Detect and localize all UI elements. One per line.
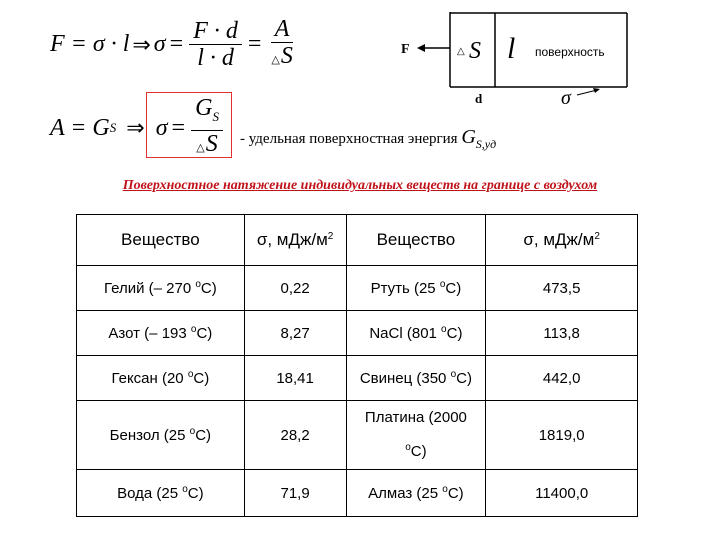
substance-cell: NaCl (801 $^о$С) (346, 311, 486, 356)
fraction-work-area (267, 16, 296, 73)
substance-cell: Ртуть (25 $^о$С) (346, 266, 486, 311)
table-row (77, 356, 638, 401)
area-label: S (469, 38, 481, 64)
fraction-denominator: △S (271, 43, 293, 69)
energy-note (240, 126, 496, 152)
fraction-numerator: $G_S$ (191, 95, 223, 131)
substance-cell: Вода (25 $^о$С) (77, 470, 245, 517)
substance-cell: Бензол (25 $^о$С) (77, 401, 245, 470)
formula-lhs: A = G (50, 114, 110, 141)
fraction-denominator: △S (196, 131, 218, 157)
value-cell: 11400,0 (486, 470, 638, 517)
value-cell: 8,27 (244, 311, 346, 356)
energy-symbol-subscript: S,уд (475, 137, 497, 151)
force-label: F (401, 42, 410, 57)
sigma-symbol: σ (155, 114, 168, 141)
highlight-box (146, 92, 232, 158)
fraction-numerator: F · d (189, 18, 242, 45)
surface-tension-table (76, 214, 638, 517)
surface-label: поверхность (535, 45, 605, 59)
header-substance: Вещество (77, 215, 245, 266)
table-row (77, 401, 638, 470)
delta-icon: △ (196, 142, 205, 154)
fraction-denominator: l · d (197, 45, 234, 71)
sigma-arrow-line (577, 90, 597, 95)
delta-icon: △ (457, 46, 465, 57)
formula-surface-tension (50, 16, 299, 73)
table-header-row (77, 215, 638, 266)
table-row (77, 470, 638, 517)
length-label: l (507, 32, 516, 65)
substance-cell: Гексан (20 $^о$С) (77, 356, 245, 401)
sigma-arrow-icon (593, 88, 600, 93)
value-cell: 473,5 (486, 266, 638, 311)
equals-sign: = (169, 31, 184, 57)
header-substance: Вещество (346, 215, 486, 266)
substance-cell: Азот (– 193 $^о$С) (77, 311, 245, 356)
value-cell: 442,0 (486, 356, 638, 401)
value-cell: 0,22 (244, 266, 346, 311)
value-cell: 18,41 (244, 356, 346, 401)
header-sigma: σ, мДж/$м^2$ (486, 215, 638, 266)
energy-symbol: G (461, 126, 476, 148)
substance-cell: Гелий (– 270 $^о$С) (77, 266, 245, 311)
fraction-force-distance (189, 18, 242, 71)
fraction-numerator: A (271, 16, 294, 43)
force-arrow-icon (417, 44, 425, 52)
table-caption: Поверхностное натяжение индивидуальных веществ на границе с воздухом (122, 178, 598, 193)
equals-sign: = (247, 31, 262, 57)
delta-icon: △ (271, 54, 280, 66)
substance-cell: Платина (2000 $^о$С) (346, 401, 486, 470)
surface-film-diagram (395, 12, 635, 107)
value-cell: 1819,0 (486, 401, 638, 470)
equals-sign: = (171, 114, 186, 141)
d-label: d (475, 91, 483, 106)
value-cell: 28,2 (244, 401, 346, 470)
value-cell: 113,8 (486, 311, 638, 356)
sigma-symbol: σ (153, 31, 166, 57)
value-cell: 71,9 (244, 470, 346, 517)
sigma-label: σ (561, 87, 571, 107)
substance-cell: Свинец (350 $^о$С) (346, 356, 486, 401)
substance-cell: Алмаз (25 $^о$С) (346, 470, 486, 517)
formula-lhs-subscript: S (109, 120, 117, 135)
header-sigma: σ, мДж/$м^2$ (244, 215, 346, 266)
energy-note-text: - удельная поверхностная энергия (240, 131, 458, 147)
formula-lhs: F = σ · l (50, 31, 130, 57)
implies-arrow: ⇒ (132, 31, 151, 57)
implies-arrow: ⇒ (126, 115, 145, 140)
table-row (77, 266, 638, 311)
table-row (77, 311, 638, 356)
